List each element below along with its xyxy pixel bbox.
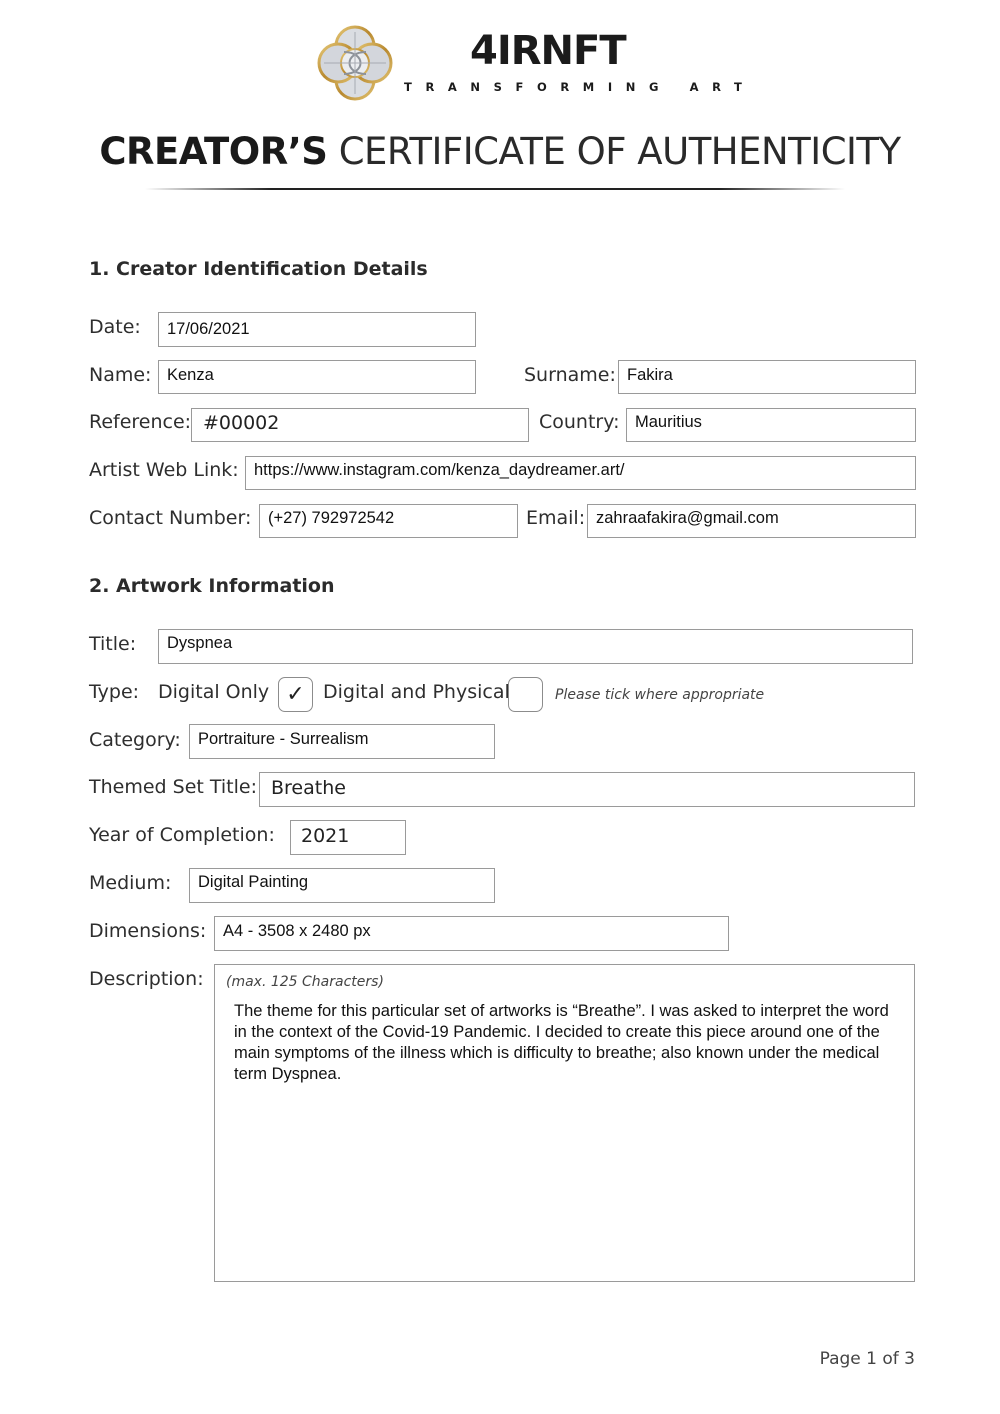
type-label: Type: — [89, 681, 140, 703]
weblink-field[interactable]: https://www.instagram.com/kenza_daydreamer.art/ — [245, 456, 916, 490]
brand-tagline: TRANSFORMING ART — [404, 80, 756, 94]
reference-field[interactable]: #00002 — [191, 408, 529, 442]
year-label: Year of Completion: — [89, 824, 275, 846]
logo-emblem-icon — [314, 22, 396, 104]
type-hint: Please tick where appropriate — [555, 687, 765, 703]
contact-field[interactable]: (+27) 792972542 — [259, 504, 518, 538]
email-field[interactable]: zahraafakira@gmail.com — [587, 504, 916, 538]
title-rest: CERTIFICATE OF AUTHENTICITY — [338, 130, 901, 173]
name-label: Name: — [89, 364, 152, 386]
themed-label: Themed Set Title: — [89, 776, 257, 798]
description-text: The theme for this particular set of artworks is “Breathe”. I was asked to interpret the word in the context of the Covid-19 Pandemic. I decided to create this piece around one of the main symptoms of the illness which is difficulty to breathe; also known under the medical term Dyspnea. — [234, 1002, 889, 1083]
title-bold: CREATOR’S — [99, 130, 328, 173]
digital-only-label: Digital Only — [158, 681, 270, 703]
title-divider — [145, 188, 845, 190]
year-field[interactable]: 2021 — [290, 820, 406, 855]
dimensions-label: Dimensions: — [89, 920, 207, 942]
description-hint: (max. 125 Characters) — [226, 974, 384, 990]
name-field[interactable]: Kenza — [158, 360, 476, 394]
description-label: Description: — [89, 968, 204, 990]
description-textarea[interactable] — [214, 964, 915, 1282]
medium-field[interactable]: Digital Painting — [189, 868, 495, 903]
section-creator-heading: 1. Creator Identification Details — [89, 258, 428, 280]
title-field[interactable]: Dyspnea — [158, 629, 913, 664]
page-number: Page 1 of 3 — [819, 1349, 915, 1369]
contact-label: Contact Number: — [89, 507, 252, 529]
category-label: Category: — [89, 729, 181, 751]
medium-label: Medium: — [89, 872, 172, 894]
themed-field[interactable]: Breathe — [259, 772, 915, 807]
surname-field[interactable]: Fakira — [618, 360, 916, 394]
brand-name: 4IRNFT — [470, 28, 626, 74]
email-label: Email: — [526, 507, 586, 529]
category-field[interactable]: Portraiture - Surrealism — [189, 724, 495, 759]
date-label: Date: — [89, 316, 141, 338]
surname-label: Surname: — [524, 364, 616, 386]
reference-label: Reference: — [89, 411, 192, 433]
digital-physical-checkbox[interactable] — [508, 677, 543, 712]
title-label: Title: — [89, 633, 137, 655]
certificate-title — [0, 130, 1000, 173]
country-label: Country: — [539, 411, 620, 433]
date-field[interactable]: 17/06/2021 — [158, 312, 476, 347]
digital-physical-label: Digital and Physical — [323, 681, 510, 703]
digital-only-checkbox[interactable]: ✓ — [278, 677, 313, 712]
section-artwork-heading: 2. Artwork Information — [89, 575, 335, 597]
weblink-label: Artist Web Link: — [89, 459, 239, 481]
country-field[interactable]: Mauritius — [626, 408, 916, 442]
dimensions-field[interactable]: A4 - 3508 x 2480 px — [214, 916, 729, 951]
